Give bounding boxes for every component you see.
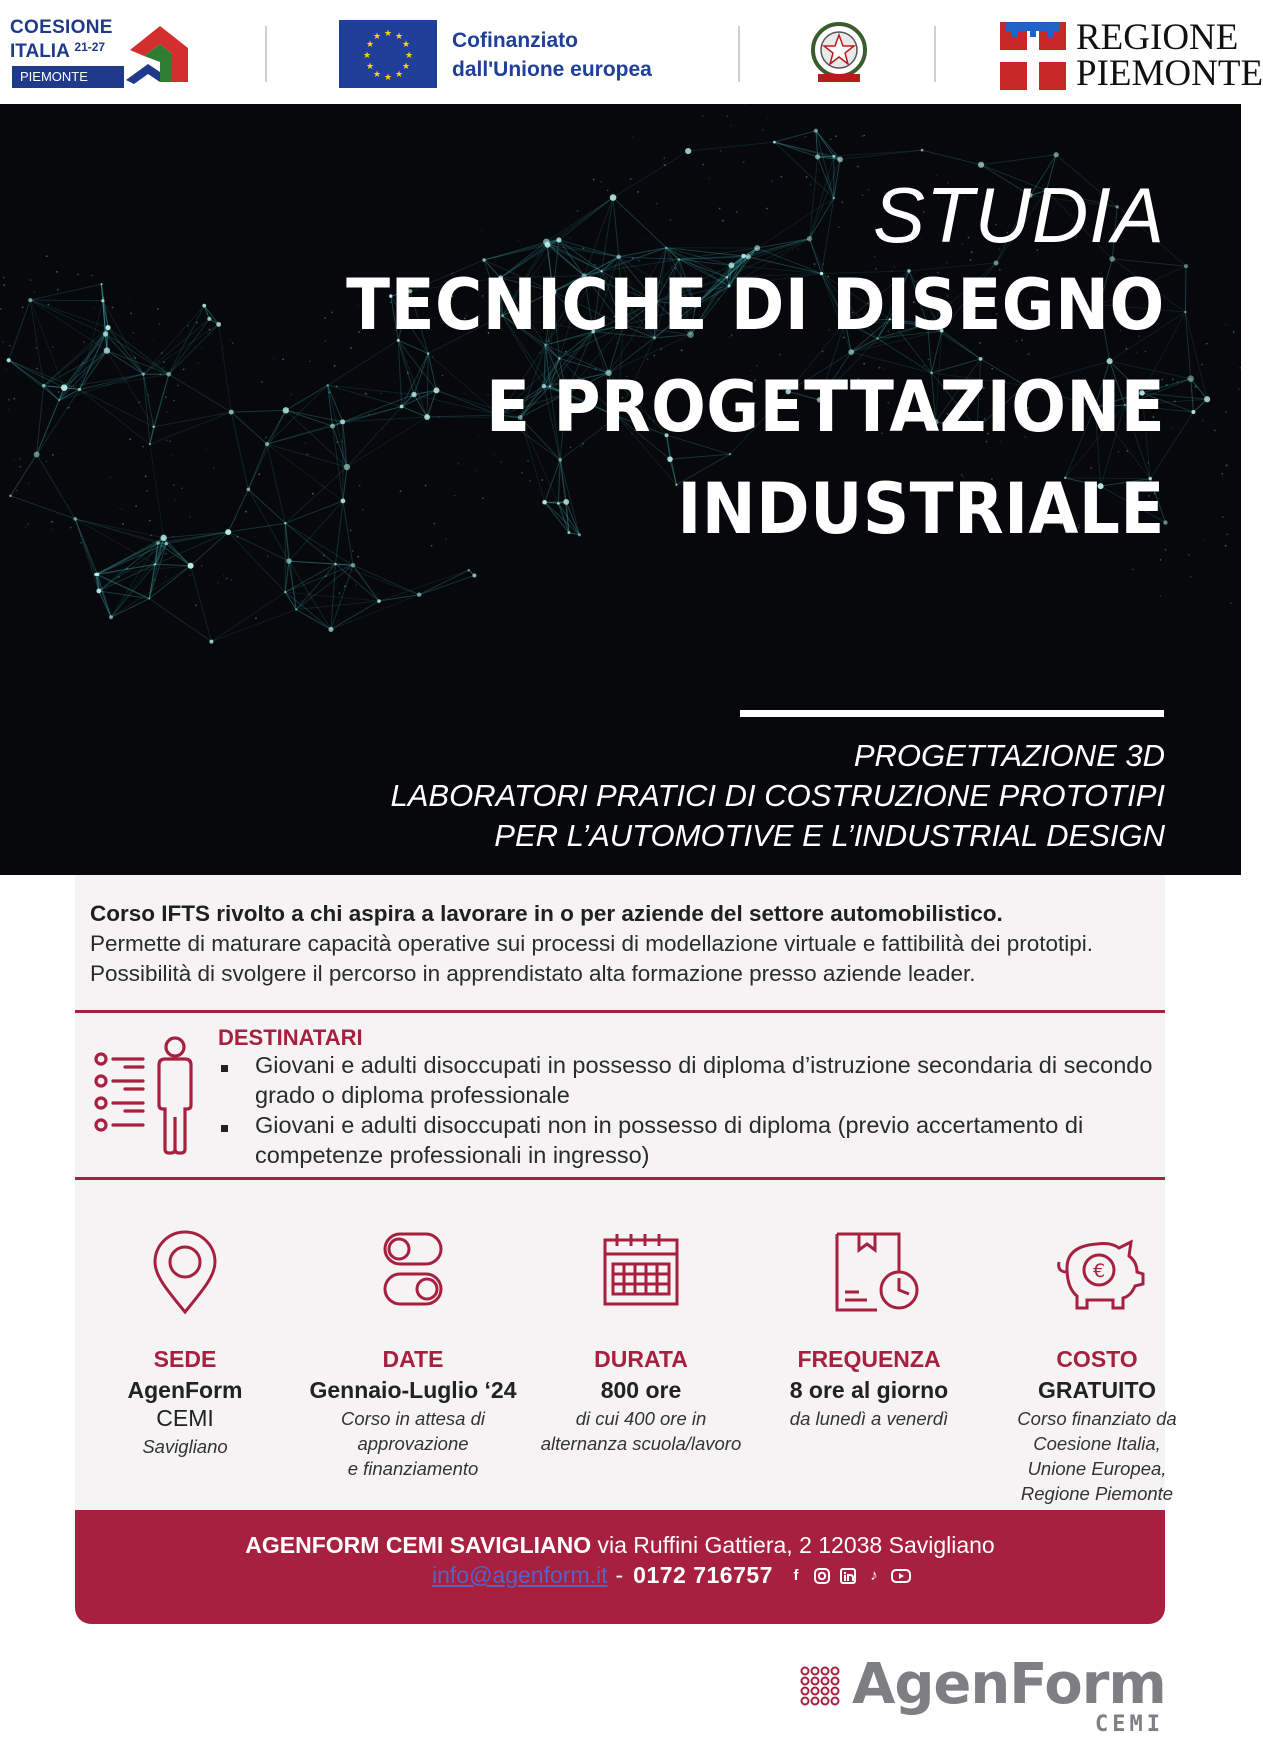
- hero-title-line-2: E PROGETTAZIONE: [485, 366, 1165, 448]
- costo-label: COSTO: [1056, 1346, 1138, 1372]
- sede-value: AgenForm: [127, 1377, 243, 1403]
- agenform-grid-icon: [800, 1666, 844, 1710]
- logo-strip: [0, 0, 1263, 104]
- hero-subtitle-line-3: PER L’AUTOMOTIVE E L’INDUSTRIAL DESIGN: [494, 818, 1165, 853]
- social-links: [787, 1567, 909, 1585]
- date-note-line: e finanziamento: [347, 1458, 479, 1479]
- svg-text:★: ★: [401, 40, 411, 50]
- regione-piemonte-text: [1076, 17, 1263, 94]
- svg-text:★: ★: [394, 32, 404, 42]
- org-address: via Ruffini Gattiera, 2 12038 Savigliano: [597, 1532, 995, 1558]
- phone-number[interactable]: 0172 716757: [633, 1562, 773, 1588]
- email-link[interactable]: info@agenform.it: [432, 1562, 608, 1588]
- facebook-icon[interactable]: f: [793, 1566, 799, 1584]
- hero-subtitle-line-2: LABORATORI PRATICI DI COSTRUZIONE PROTOTIPI: [390, 778, 1165, 813]
- sede-value-2: CEMI: [156, 1405, 214, 1431]
- agenform-logo: [800, 1652, 1170, 1740]
- destinatari-item: Giovani e adulti disoccupati non in possesso di diploma (previo accertamento di competenze professionali in ingresso): [255, 1112, 1084, 1168]
- hero-subtitle-line-1: PROGETTAZIONE 3D: [853, 738, 1165, 773]
- costo-note: [987, 1406, 1207, 1506]
- sede-note: Savigliano: [142, 1436, 228, 1457]
- bullet-icon: [221, 1065, 228, 1072]
- italia-text: ITALIA $^{21-27}$: [10, 40, 106, 62]
- regione-line1: REGIONE: [1076, 17, 1239, 58]
- coesione-arrow-icon: [122, 20, 200, 92]
- calendar-icon: [531, 1232, 751, 1322]
- svg-text:★: ★: [365, 62, 375, 72]
- audience-list-icon: [93, 1037, 203, 1155]
- costo-value: GRATUITO: [1038, 1377, 1156, 1403]
- hero-divider: [740, 710, 1164, 717]
- youtube-icon[interactable]: [891, 1567, 909, 1585]
- info-sede: [75, 1232, 295, 1459]
- schedule-icon: [759, 1232, 979, 1322]
- contact-address-line: [75, 1532, 1165, 1559]
- info-frequenza: [759, 1232, 979, 1431]
- durata-note-line: alternanza scuola/lavoro: [540, 1433, 742, 1454]
- info-date: [303, 1232, 523, 1481]
- coesione-italia-logo: [10, 14, 200, 92]
- logo-divider: [738, 26, 740, 82]
- destinatari-section: [75, 1010, 1165, 1180]
- course-intro: [75, 875, 1165, 1010]
- contact-detail-line: [432, 1562, 909, 1589]
- piggy-bank-icon: [987, 1232, 1207, 1322]
- frequenza-note: da lunedì a venerdì: [789, 1408, 949, 1429]
- logo-divider: [934, 26, 936, 82]
- durata-note: [531, 1406, 751, 1456]
- agenform-wordmark: AgenForm: [852, 1652, 1166, 1717]
- regione-line2: PIEMONTE: [1076, 53, 1263, 94]
- info-durata: [531, 1232, 751, 1456]
- svg-text:★: ★: [404, 51, 414, 61]
- location-pin-icon: [75, 1232, 295, 1322]
- svg-text:★: ★: [365, 40, 375, 50]
- eu-cofinanced-text: [452, 26, 652, 84]
- frequenza-value: 8 ore al giorno: [789, 1377, 949, 1403]
- italian-republic-emblem-icon: [806, 18, 872, 88]
- date-note-line: approvazione: [357, 1433, 469, 1454]
- intro-line-2: Permette di maturare capacità operative sui processi di modellazione virtuale e fattibilità dei prototipi.: [90, 931, 1094, 956]
- bullet-icon: [221, 1125, 228, 1132]
- svg-text:€: €: [1092, 1260, 1106, 1282]
- eu-line2: dall'Unione europea: [452, 58, 652, 81]
- frequenza-label: FREQUENZA: [797, 1346, 941, 1372]
- svg-text:★: ★: [401, 62, 411, 72]
- svg-text:★: ★: [383, 73, 393, 83]
- svg-text:★: ★: [394, 70, 404, 80]
- hero-title-line-3: INDUSTRIALE: [677, 468, 1165, 550]
- org-name: AGENFORM CEMI SAVIGLIANO: [245, 1532, 592, 1558]
- costo-note-line: Coesione Italia,: [1033, 1433, 1161, 1454]
- destinatari-title: DESTINATARI: [218, 1025, 363, 1050]
- info-costo: [987, 1232, 1207, 1506]
- durata-note-line: di cui 400 ore in: [575, 1408, 707, 1429]
- date-note-line: Corso in attesa di: [341, 1408, 485, 1429]
- costo-note-line: Unione Europea,: [1027, 1458, 1167, 1479]
- durata-label: DURATA: [594, 1346, 688, 1372]
- intro-line-3: Possibilità di svolgere il percorso in apprendistato alta formazione presso aziende leader.: [90, 961, 976, 986]
- eu-line1: Cofinanziato: [452, 29, 578, 52]
- instagram-icon[interactable]: [813, 1567, 831, 1585]
- hero-title-line-1: TECNICHE DI DISEGNO: [346, 264, 1165, 346]
- eu-flag-icon: [339, 20, 437, 88]
- contact-separator: -: [615, 1562, 624, 1588]
- intro-lead: Corso IFTS rivolto a chi aspira a lavorare in o per aziende del settore automobilistico.: [90, 901, 1003, 926]
- destinatari-item: Giovani e adulti disoccupati in possesso di diploma d’istruzione secondaria di secondo grado o diploma professionale: [255, 1052, 1153, 1108]
- hero-banner: [0, 104, 1241, 875]
- svg-text:★: ★: [362, 51, 372, 61]
- linkedin-icon[interactable]: [839, 1567, 857, 1585]
- costo-note-line: Corso finanziato da: [1017, 1408, 1177, 1429]
- agenform-cemi-wordmark: CEMI: [1095, 1712, 1164, 1737]
- tiktok-icon[interactable]: ♪: [870, 1566, 878, 1584]
- piemonte-flag-icon: [1000, 22, 1066, 90]
- svg-text:★: ★: [372, 32, 382, 42]
- coesione-region-tag: PIEMONTE: [12, 66, 124, 88]
- hero-kicker: STUDIA: [872, 171, 1165, 259]
- course-info-grid: [75, 1180, 1177, 1510]
- logo-divider: [265, 26, 267, 82]
- toggle-icon: [303, 1232, 523, 1322]
- sede-label: SEDE: [153, 1346, 217, 1372]
- date-value: Gennaio-Luglio ‘24: [309, 1377, 517, 1403]
- costo-note-line: Regione Piemonte: [1020, 1483, 1174, 1504]
- durata-value: 800 ore: [600, 1377, 682, 1403]
- svg-text:★: ★: [383, 29, 393, 39]
- coesione-years: 21-27: [74, 40, 106, 54]
- coesione-text: COESIONE: [10, 17, 113, 38]
- date-label: DATE: [382, 1346, 444, 1372]
- svg-text:★: ★: [372, 70, 382, 80]
- date-note: [303, 1406, 523, 1481]
- contact-banner: [75, 1510, 1165, 1624]
